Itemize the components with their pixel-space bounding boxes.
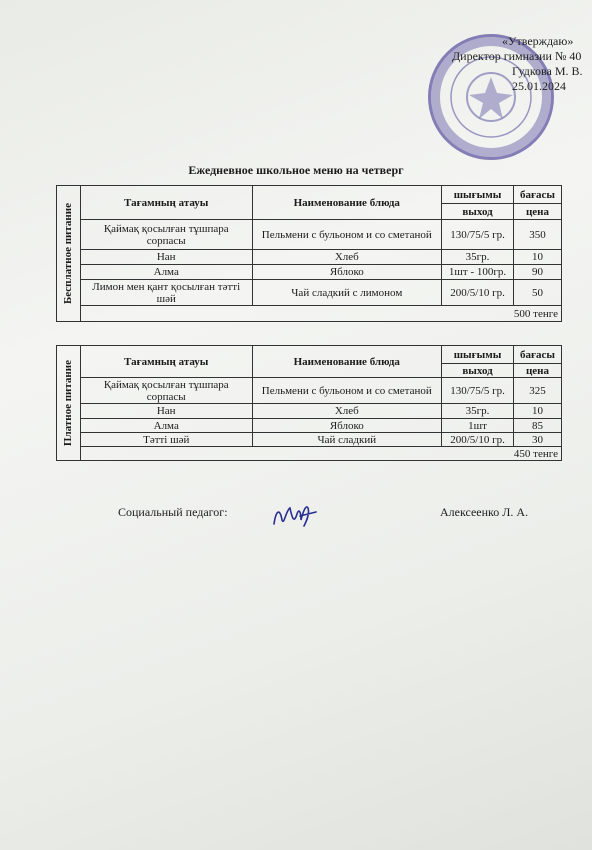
- header-name-kz: Тағамның атауы: [80, 346, 252, 378]
- dish-name-kz: Лимон мен қант қосылған тәтті шәй: [80, 280, 252, 306]
- header-yield-kz: шығымы: [442, 186, 514, 204]
- dish-name-kz: Нан: [80, 404, 252, 419]
- table-row: [57, 378, 562, 404]
- dish-price: 10: [513, 250, 561, 265]
- dish-name-kz: Алма: [80, 419, 252, 433]
- dish-name-kz: Қаймақ қосылған тұшпара сорпасы: [80, 220, 252, 250]
- paid-meals-total: 450 тенге: [80, 447, 561, 461]
- dish-name-kz: Тәтті шәй: [80, 433, 252, 447]
- dish-yield: 130/75/5 гр.: [442, 220, 514, 250]
- header-name-kz: Тағамның атауы: [80, 186, 252, 220]
- dish-yield: 200/5/10 гр.: [442, 433, 514, 447]
- header-name-ru: Наименование блюда: [252, 186, 442, 220]
- dish-price: 350: [513, 220, 561, 250]
- footer-name: Алексеенко Л. А.: [440, 505, 529, 519]
- dish-name-kz: Қаймақ қосылған тұшпара сорпасы: [80, 378, 252, 404]
- table-row: [57, 220, 562, 250]
- dish-yield: 35гр.: [442, 404, 514, 419]
- dish-name-ru: Пельмени с бульоном и со сметаной: [252, 378, 442, 404]
- dish-name-kz: Нан: [80, 250, 252, 265]
- table-row: [57, 404, 562, 419]
- dish-name-ru: Яблоко: [252, 265, 442, 280]
- header-price-ru: цена: [513, 364, 561, 378]
- dish-name-ru: Яблоко: [252, 419, 442, 433]
- header-yield-ru: выход: [442, 204, 514, 220]
- approval-block: [440, 34, 590, 94]
- dish-yield: 35гр.: [442, 250, 514, 265]
- header-yield-kz: шығымы: [442, 346, 514, 364]
- dish-name-kz: Алма: [80, 265, 252, 280]
- approval-line-3: Гудкова М. В.: [512, 64, 583, 78]
- approval-date: 25.01.2024: [512, 79, 566, 93]
- table-row: [57, 419, 562, 433]
- dish-name-ru: Пельмени с бульоном и со сметаной: [252, 220, 442, 250]
- dish-yield: 1шт - 100гр.: [442, 265, 514, 280]
- dish-yield: 1шт: [442, 419, 514, 433]
- header-price-kz: бағасы: [513, 346, 561, 364]
- page-title: Ежедневное школьное меню на четверг: [188, 163, 404, 177]
- dish-yield: 200/5/10 гр.: [442, 280, 514, 306]
- paid-meals-table: [56, 345, 562, 461]
- dish-price: 50: [513, 280, 561, 306]
- table-row: [57, 433, 562, 447]
- footer-role: Социальный педагог:: [118, 505, 228, 519]
- free-meals-side-label: Бесплатное питание: [57, 186, 81, 322]
- header-yield-ru: выход: [442, 364, 514, 378]
- approval-line-1: «Утверждаю»: [502, 34, 574, 48]
- dish-price: 10: [513, 404, 561, 419]
- header-price-kz: бағасы: [513, 186, 561, 204]
- dish-price: 325: [513, 378, 561, 404]
- dish-price: 90: [513, 265, 561, 280]
- dish-price: 30: [513, 433, 561, 447]
- approval-line-2: Директор гимназии № 40: [452, 49, 582, 63]
- dish-yield: 130/75/5 гр.: [442, 378, 514, 404]
- dish-name-ru: Хлеб: [252, 404, 442, 419]
- table-row: [57, 265, 562, 280]
- free-meals-total: 500 тенге: [80, 306, 561, 322]
- dish-name-ru: Хлеб: [252, 250, 442, 265]
- dish-name-ru: Чай сладкий: [252, 433, 442, 447]
- table-row: [57, 250, 562, 265]
- dish-price: 85: [513, 419, 561, 433]
- header-name-ru: Наименование блюда: [252, 346, 442, 378]
- handwritten-signature: [270, 500, 320, 535]
- dish-name-ru: Чай сладкий с лимоном: [252, 280, 442, 306]
- table-row: [57, 280, 562, 306]
- free-meals-table: [56, 185, 562, 322]
- header-price-ru: цена: [513, 204, 561, 220]
- paid-meals-side-label: Платное питание: [57, 346, 81, 461]
